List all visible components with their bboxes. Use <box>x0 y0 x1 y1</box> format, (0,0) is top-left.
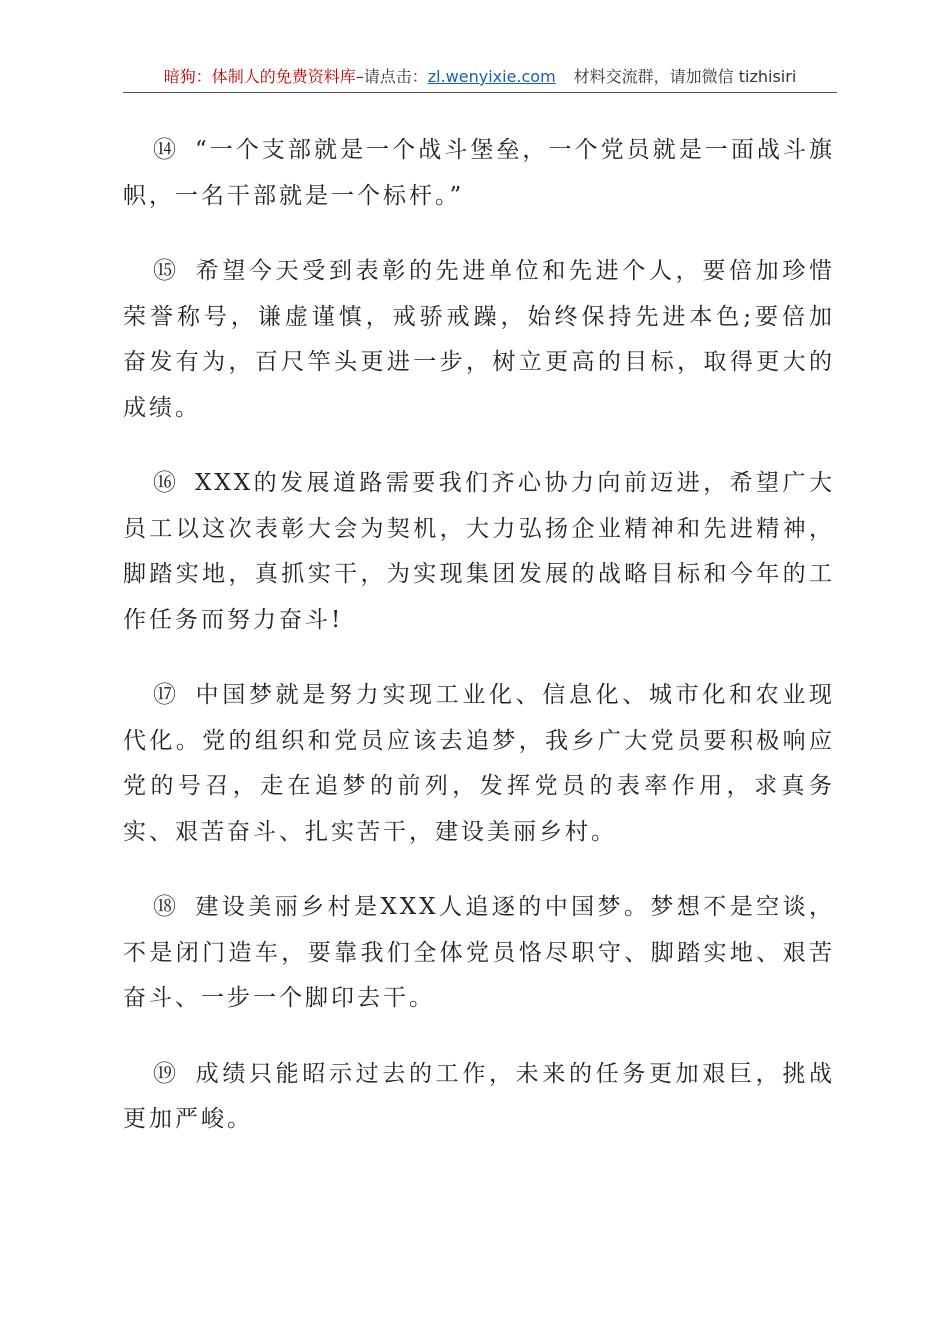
paragraph-14 <box>123 128 835 219</box>
paragraph-number: ⑯ <box>153 470 176 496</box>
page-header <box>123 64 837 93</box>
header-contact: 材料交流群，请加微信 tizhisiri <box>573 67 797 86</box>
paragraph-number: ⑮ <box>153 258 176 284</box>
paragraph-text: 成绩只能昭示过去的工作，未来的任务更加艰巨，挑战更加严峻。 <box>123 1060 835 1132</box>
paragraph-text: 建设美丽乡村是XXX人追逐的中国梦。梦想不是空谈，不是闭门造车，要靠我们全体党员恪尽职守、脚踏实地、艰苦奋斗、一步一个脚印去干。 <box>123 894 835 1011</box>
paragraph-number: ⑭ <box>153 137 176 163</box>
paragraph-text: “一个支部就是一个战斗堡垒，一个党员就是一面战斗旗帜，一名干部就是一个标杆。” <box>123 137 835 209</box>
header-brand: 暗狗：体制人的免费资料库 <box>163 67 356 86</box>
paragraph-17 <box>123 673 835 855</box>
paragraph-18 <box>123 885 835 1022</box>
paragraph-text: XXX的发展道路需要我们齐心协力向前迈进，希望广大员工以这次表彰大会为契机，大力弘扬企业精神和先进精神，脚踏实地，真抓实干，为实现集团发展的战略目标和今年的工作任务而努力奋斗! <box>123 470 835 633</box>
paragraph-number: ⑱ <box>153 894 176 920</box>
paragraph-16 <box>123 461 835 643</box>
header-prompt: –请点击： <box>355 67 428 86</box>
paragraph-text: 中国梦就是努力实现工业化、信息化、城市化和农业现代化。党的组织和党员应该去追梦，我乡广大党员要积极响应党的号召，走在追梦的前列，发挥党员的表率作用，求真务实、艰苦奋斗、扎实苦干，建设美丽乡村。 <box>123 682 835 845</box>
paragraph-number: ⑲ <box>153 1060 176 1087</box>
header-link[interactable]: zl.wenyixie.com <box>427 67 556 86</box>
document-body <box>123 128 835 1173</box>
paragraph-15 <box>123 249 835 431</box>
paragraph-text: 希望今天受到表彰的先进单位和先进个人，要倍加珍惜荣誉称号，谦虚谨慎，戒骄戒躁，始终保持先进本色;要倍加奋发有为，百尺竿头更进一步，树立更高的目标，取得更大的成绩。 <box>123 258 835 421</box>
paragraph-19 <box>123 1052 835 1143</box>
paragraph-number: ⑰ <box>153 682 176 708</box>
